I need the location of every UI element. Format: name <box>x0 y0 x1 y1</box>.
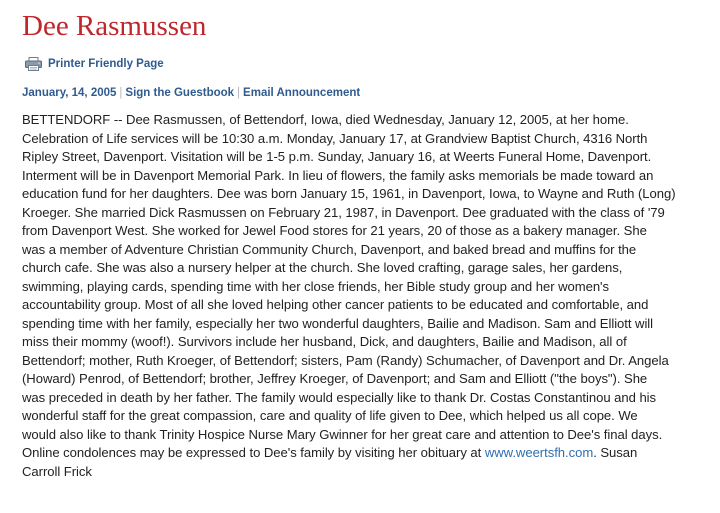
printer-friendly-link[interactable]: Printer Friendly Page <box>48 58 164 70</box>
printer-icon[interactable] <box>25 57 42 71</box>
obituary-line: wonderful staff for the great compassion, care and quality of life given to Dee, which helped us all cope. We <box>22 408 638 423</box>
meta-separator: | <box>119 87 123 99</box>
obituary-text <box>22 111 714 481</box>
weertsfh-link[interactable]: www.weertsfh.com <box>484 445 594 460</box>
obituary-line: accountability group. Most of all she loved helping other cancer patients to be educated and comfortable, and <box>22 297 649 312</box>
obituary-line: (Howard) Penrod, of Bettendorf; brother, Jeffrey Kroeger, of Davenport; and Sam and Elliott ("the boys"). She <box>22 371 648 386</box>
obituary-line: miss their mommy (woof!). Survivors include her husband, Dick, and daughters, Bailie and Madison, all of <box>22 334 627 349</box>
page-title: Dee Rasmussen <box>22 10 207 42</box>
printer-friendly-row[interactable] <box>25 55 164 73</box>
obituary-line: from Davenport West. She worked for Jewel Food stores for 21 years, 20 of those as a bakery manager. She <box>22 223 647 238</box>
sign-guestbook-link[interactable]: Sign the Guestbook <box>125 87 235 99</box>
obituary-signature: Carroll Frick <box>22 463 92 479</box>
obituary-line: Kroeger. She married Dick Rasmussen on February 21, 1987, in Davenport. Dee graduated with the class of '79 <box>22 204 665 220</box>
obituary-line: Bettendorf; mother, Ruth Kroeger, of Bettendorf; sisters, Pam (Randy) Schumacher, of Davenport and Dr. Angela <box>22 352 669 368</box>
obituary-closing-line <box>22 444 714 463</box>
obituary-line: was a member of Adventure Christian Community Church, Davenport, and baked bread and muffins for the <box>22 241 637 257</box>
closing-text: Online condolences may be expressed to Dee's family by visiting her obituary at <box>22 445 485 460</box>
publish-date: January, 14, 2005 <box>22 87 117 99</box>
obituary-line: Interment will be in Davenport Memorial Park. In lieu of flowers, the family asks memorials be made toward an <box>22 167 654 183</box>
email-announcement-link[interactable]: Email Announcement <box>243 87 361 99</box>
obituary-line: BETTENDORF -- Dee Rasmussen, of Bettendorf, Iowa, died Wednesday, January 12, 2005, at her home. <box>22 112 629 127</box>
meta-separator: | <box>237 87 241 99</box>
obituary-line: was preceded in death by her father. The family would especially like to thank Dr. Costas Constantinou and his <box>22 389 657 405</box>
obituary-line: spending time with her family, especially her two wonderful daughters, Bailie and Madison. Sam and Elliott will <box>22 315 654 331</box>
meta-row <box>22 87 360 103</box>
obituary-line: church cafe. She was also a nursery helper at the church. She loved crafting, garage sales, her gardens, <box>22 260 623 275</box>
obituary-line: Ripley Street, Davenport. Visitation will be 1-5 p.m. Sunday, January 16, at Weerts Funeral Home, Davenport. <box>22 149 652 164</box>
obituary-line: swimming, playing cards, spending time with her close friends, her Bible study group and her women's <box>22 278 610 294</box>
obituary-line: Celebration of Life services will be 10:30 a.m. Monday, January 17, at Grandview Baptist Church, 4316 North <box>22 130 648 146</box>
obituary-line: would also like to thank Trinity Hospice Nurse Mary Gwinner for her great care and attention to Dee's final days. <box>22 426 663 442</box>
obituary-line: education fund for her daughters. Dee was born January 15, 1961, in Davenport, Iowa, to Wayne and Ruth (Long) <box>22 186 676 201</box>
closing-text-end: . Susan <box>593 445 638 460</box>
